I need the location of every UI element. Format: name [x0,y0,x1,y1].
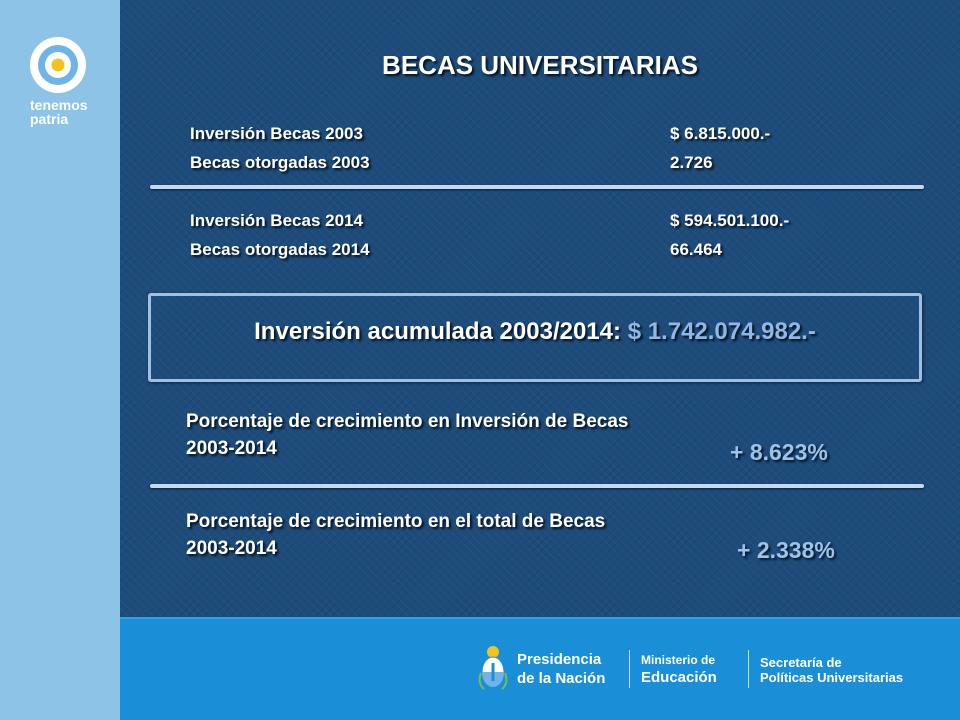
stat-value-inversion-2014: $ 594.501.100.- [670,211,790,230]
slide-content [120,0,960,617]
slide-title: BECAS UNIVERSITARIAS [382,50,698,80]
secretaria-line1: Secretaría de [760,655,842,670]
summary-box [148,293,922,382]
stat-label-becas-2003: Becas otorgadas 2003 [190,153,370,172]
summary-label: Inversión acumulada 2003/2014 [254,318,614,345]
footer-separator [748,650,749,688]
footer-bar [120,617,960,720]
summary-line [151,318,919,346]
growth-label-total [186,508,746,562]
divider-line [150,484,924,488]
stat-value-becas-2014: 66.464 [670,240,722,259]
ministerio-line1: Ministerio de [641,653,716,667]
sidebar [0,0,120,720]
coat-of-arms-icon [478,643,508,691]
stat-value-becas-2003: 2.726 [670,153,713,172]
logo-tagline-line2: patria [30,111,69,127]
growth-label-inversion-line2: 2003-2014 [186,438,277,459]
ministerio-line2: Educación [641,669,717,686]
stat-value-inversion-2003: $ 6.815.000.- [670,124,771,143]
secretaria-line2: Políticas Universitarias [760,670,904,685]
growth-label-inversion [186,408,746,462]
summary-separator: : [613,318,622,345]
divider-line [150,185,924,189]
growth-label-inversion-line1: Porcentaje de crecimiento en Inversión de Becas [186,411,629,432]
tenemos-patria-logo-icon [29,36,87,94]
growth-value-inversion: + 8.623% [730,439,828,465]
summary-value: $ 1.742.074.982.- [627,318,816,345]
growth-value-total: + 2.338% [737,537,835,563]
stat-label-inversion-2003: Inversión Becas 2003 [190,124,363,143]
growth-label-total-line1: Porcentaje de crecimiento en el total de Becas [186,511,606,532]
presidencia-line2: de la Nación [517,670,606,687]
presidencia-line1: Presidencia [517,651,602,668]
growth-label-total-line2: 2003-2014 [186,538,277,559]
stat-label-becas-2014: Becas otorgadas 2014 [190,240,370,259]
stat-label-inversion-2014: Inversión Becas 2014 [190,211,363,230]
footer-top-line [120,617,960,619]
footer-separator [629,650,630,688]
logo-tagline-line1: tenemos [30,97,88,113]
